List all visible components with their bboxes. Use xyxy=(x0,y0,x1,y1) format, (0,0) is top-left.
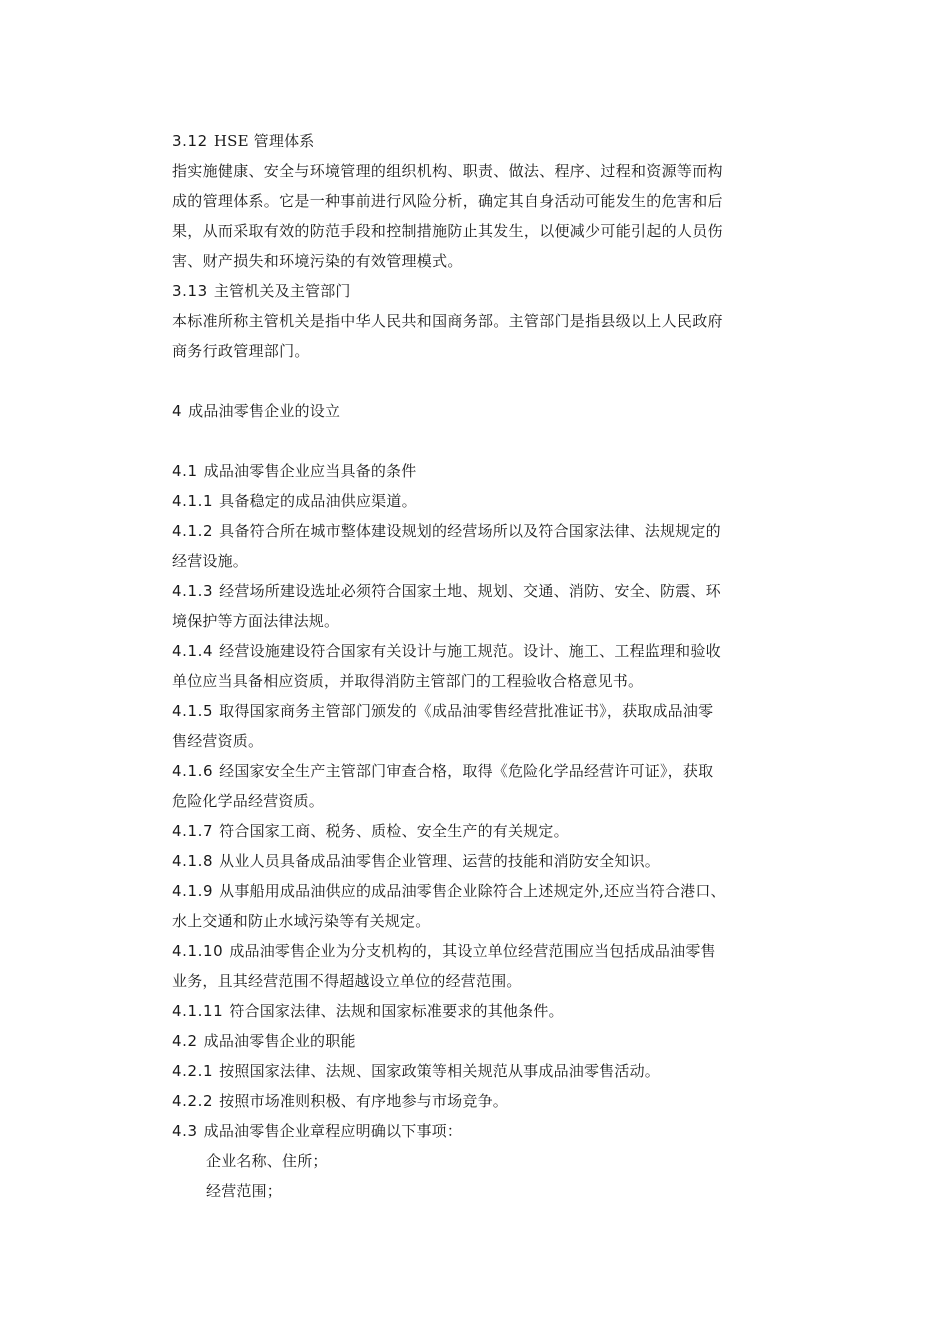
document-page xyxy=(172,126,782,1206)
section-number: 4.3 xyxy=(172,1122,198,1140)
paragraph-line: 害、财产损失和环境污染的有效管理模式。 xyxy=(172,252,463,270)
clause-number: 4.1.11 xyxy=(172,1002,224,1020)
section-title: 成品油零售企业的职能 xyxy=(203,1032,356,1050)
section-number: 4.1 xyxy=(172,462,198,480)
list-item: 企业名称、住所； xyxy=(206,1152,328,1170)
paragraph-line: 成的管理体系。它是一种事前进行风险分析，确定其自身活动可能发生的危害和后 xyxy=(172,192,723,210)
section-4-1-heading xyxy=(172,456,782,486)
clause-4-1-6 xyxy=(172,756,782,786)
clause-number: 4.1.2 xyxy=(172,522,214,540)
section-title: 成品油零售企业应当具备的条件 xyxy=(203,462,417,480)
clause-continuation: 售经营资质。 xyxy=(172,732,264,750)
clause-text: 具备符合所在城市整体建设规划的经营场所以及符合国家法律、法规规定的 xyxy=(219,522,721,540)
clause-text: 符合国家工商、税务、质检、安全生产的有关规定。 xyxy=(219,822,569,840)
section-number: 4 xyxy=(172,402,183,420)
clause-text: 经国家安全生产主管部门审查合格，取得《危险化学品经营许可证》，获取 xyxy=(219,762,714,780)
clause-text: 按照国家法律、法规、国家政策等相关规范从事成品油零售活动。 xyxy=(219,1062,660,1080)
section-4-3-heading xyxy=(172,1116,782,1146)
clause-number: 4.1.4 xyxy=(172,642,214,660)
clause-number: 4.1.7 xyxy=(172,822,214,840)
clause-4-1-4 xyxy=(172,636,782,666)
clause-continuation: 经营设施。 xyxy=(172,552,249,570)
clause-continuation: 水上交通和防止水域污染等有关规定。 xyxy=(172,912,431,930)
section-title: 成品油零售企业章程应明确以下事项： xyxy=(203,1122,463,1140)
clause-continuation: 危险化学品经营资质。 xyxy=(172,792,325,810)
clause-number: 4.1.10 xyxy=(172,942,224,960)
section-number: 3.13 xyxy=(172,282,208,300)
clause-number: 4.2.2 xyxy=(172,1092,214,1110)
section-title: HSE 管理体系 xyxy=(213,132,315,150)
clause-4-1-2 xyxy=(172,516,782,546)
clause-text: 经营场所建设选址必须符合国家土地、规划、交通、消防、安全、防震、环 xyxy=(219,582,721,600)
section-number: 3.12 xyxy=(172,132,208,150)
clause-continuation: 业务，且其经营范围不得超越设立单位的经营范围。 xyxy=(172,972,522,990)
section-4-heading xyxy=(172,396,782,426)
clause-number: 4.1.5 xyxy=(172,702,214,720)
paragraph-line: 商务行政管理部门。 xyxy=(172,342,310,360)
list-item: 经营范围； xyxy=(206,1182,283,1200)
clause-4-1-5 xyxy=(172,696,782,726)
section-title: 成品油零售企业的设立 xyxy=(188,402,341,420)
clause-text: 按照市场准则积极、有序地参与市场竞争。 xyxy=(219,1092,508,1110)
section-title: 主管机关及主管部门 xyxy=(213,282,351,300)
paragraph-line: 果，从而采取有效的防范手段和控制措施防止其发生，以便减少可能引起的人员伤 xyxy=(172,222,723,240)
section-3-13-heading xyxy=(172,276,782,306)
clause-4-1-10 xyxy=(172,936,782,966)
paragraph-line: 本标准所称主管机关是指中华人民共和国商务部。主管部门是指县级以上人民政府 xyxy=(172,312,723,330)
clause-continuation: 境保护等方面法律法规。 xyxy=(172,612,340,630)
clause-text: 从业人员具备成品油零售企业管理、运营的技能和消防安全知识。 xyxy=(219,852,660,870)
clause-text: 符合国家法律、法规和国家标准要求的其他条件。 xyxy=(229,1002,564,1020)
clause-text: 从事船用成品油供应的成品油零售企业除符合上述规定外,还应当符合港口、 xyxy=(219,882,726,900)
clause-4-1-1 xyxy=(172,486,782,516)
clause-4-2-2 xyxy=(172,1086,782,1116)
clause-4-1-7 xyxy=(172,816,782,846)
clause-text: 成品油零售企业为分支机构的，其设立单位经营范围应当包括成品油零售 xyxy=(229,942,716,960)
clause-text: 经营设施建设符合国家有关设计与施工规范。设计、施工、工程监理和验收 xyxy=(219,642,721,660)
blank-line xyxy=(172,366,782,396)
clause-text: 具备稳定的成品油供应渠道。 xyxy=(219,492,417,510)
paragraph-line: 指实施健康、安全与环境管理的组织机构、职责、做法、程序、过程和资源等而构 xyxy=(172,162,723,180)
clause-number: 4.2.1 xyxy=(172,1062,214,1080)
clause-number: 4.1.1 xyxy=(172,492,214,510)
section-3-12-heading xyxy=(172,126,782,156)
clause-continuation: 单位应当具备相应资质，并取得消防主管部门的工程验收合格意见书。 xyxy=(172,672,644,690)
section-4-2-heading xyxy=(172,1026,782,1056)
clause-4-1-9 xyxy=(172,876,782,906)
clause-4-1-11 xyxy=(172,996,782,1026)
clause-number: 4.1.6 xyxy=(172,762,214,780)
clause-text: 取得国家商务主管部门颁发的《成品油零售经营批准证书》，获取成品油零 xyxy=(219,702,714,720)
clause-number: 4.1.9 xyxy=(172,882,214,900)
clause-4-1-8 xyxy=(172,846,782,876)
clause-4-1-3 xyxy=(172,576,782,606)
blank-line xyxy=(172,426,782,456)
clause-number: 4.1.8 xyxy=(172,852,214,870)
clause-number: 4.1.3 xyxy=(172,582,214,600)
section-number: 4.2 xyxy=(172,1032,198,1050)
clause-4-2-1 xyxy=(172,1056,782,1086)
